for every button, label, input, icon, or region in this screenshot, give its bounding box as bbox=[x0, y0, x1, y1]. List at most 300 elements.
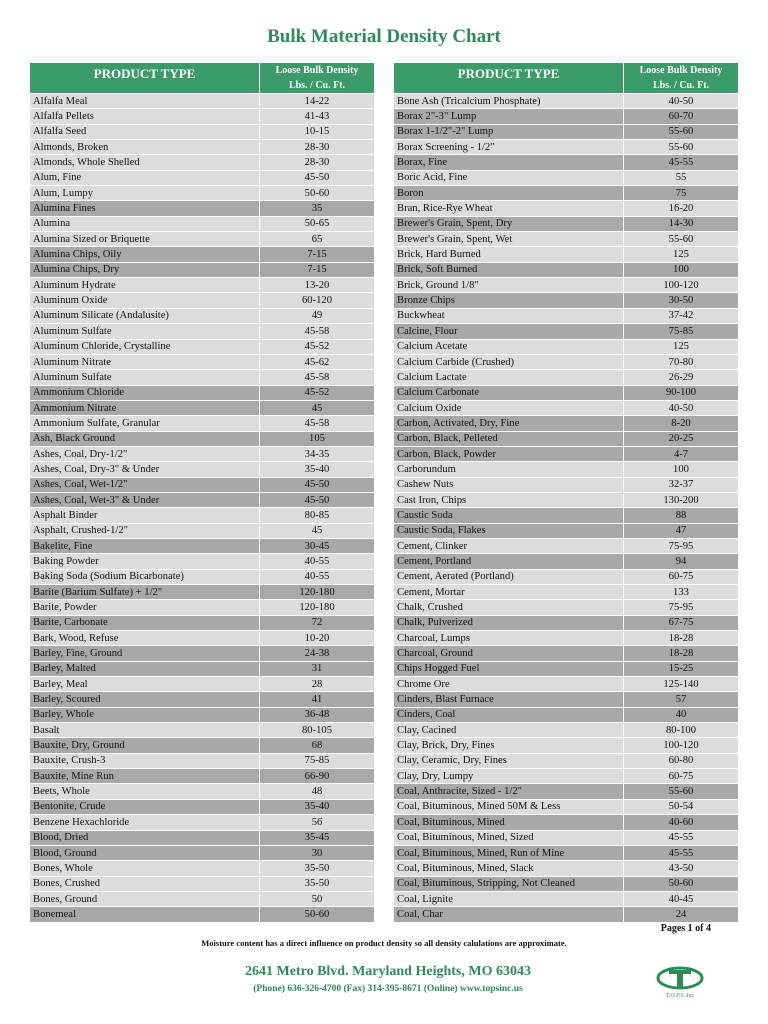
product-name-cell: Ash, Black Ground bbox=[30, 431, 260, 446]
product-name-cell: Bones, Ground bbox=[30, 891, 260, 906]
product-name-cell: Calcine, Flour bbox=[394, 324, 624, 339]
density-value-cell: 100 bbox=[624, 462, 739, 477]
product-name-cell: Calcium Oxide bbox=[394, 400, 624, 415]
table-row bbox=[394, 124, 739, 139]
table-row bbox=[30, 523, 375, 538]
density-value-cell: 45-50 bbox=[260, 492, 375, 507]
company-contact: (Phone) 636-326-4700 (Fax) 314-395-8671 (Online) www.topsinc.us bbox=[253, 984, 523, 994]
density-value-cell: 100-120 bbox=[624, 738, 739, 753]
product-name-cell: Ammonium Chloride bbox=[30, 385, 260, 400]
table-row bbox=[394, 830, 739, 845]
product-name-cell: Aluminum Chloride, Crystalline bbox=[30, 339, 260, 354]
product-name-cell: Clay, Dry, Lumpy bbox=[394, 769, 624, 784]
density-value-cell: 75 bbox=[624, 186, 739, 201]
product-name-cell: Beets, Whole bbox=[30, 784, 260, 799]
table-row bbox=[394, 585, 739, 600]
table-row bbox=[30, 861, 375, 876]
table-row bbox=[394, 400, 739, 415]
table-row bbox=[394, 262, 739, 277]
product-name-cell: Brewer's Grain, Spent, Wet bbox=[394, 232, 624, 247]
table-row bbox=[394, 661, 739, 676]
density-header-line2: Lbs. / Cu. Ft. bbox=[652, 80, 710, 91]
table-row bbox=[30, 769, 375, 784]
table-row bbox=[30, 247, 375, 262]
product-name-cell: Coal, Lignite bbox=[394, 891, 624, 906]
product-name-cell: Aluminum Silicate (Andalusite) bbox=[30, 308, 260, 323]
density-value-cell: 30-45 bbox=[260, 538, 375, 553]
table-row bbox=[30, 631, 375, 646]
product-name-cell: Chalk, Crushed bbox=[394, 600, 624, 615]
product-name-cell: Barite, Carbonate bbox=[30, 615, 260, 630]
product-name-cell: Cement, Aerated (Portland) bbox=[394, 569, 624, 584]
product-name-cell: Brick, Hard Burned bbox=[394, 247, 624, 262]
product-name-cell: Boron bbox=[394, 186, 624, 201]
density-value-cell: 75-85 bbox=[624, 324, 739, 339]
density-value-cell: 16-20 bbox=[624, 201, 739, 216]
product-name-cell: Ammonium Nitrate bbox=[30, 400, 260, 415]
density-value-cell: 80-100 bbox=[624, 723, 739, 738]
product-name-cell: Cinders, Blast Furnace bbox=[394, 692, 624, 707]
product-name-cell: Borax, Fine bbox=[394, 155, 624, 170]
product-name-cell: Calcium Acetate bbox=[394, 339, 624, 354]
table-row bbox=[30, 815, 375, 830]
product-name-cell: Cement, Portland bbox=[394, 554, 624, 569]
product-name-cell: Bark, Wood, Refuse bbox=[30, 631, 260, 646]
density-value-cell: 7-15 bbox=[260, 247, 375, 262]
table-row bbox=[394, 692, 739, 707]
density-value-cell: 90-100 bbox=[624, 385, 739, 400]
table-row bbox=[394, 600, 739, 615]
table-row bbox=[394, 186, 739, 201]
density-value-cell: 50-60 bbox=[260, 186, 375, 201]
product-name-cell: Charcoal, Lumps bbox=[394, 631, 624, 646]
product-name-cell: Chips Hogged Fuel bbox=[394, 661, 624, 676]
table-row bbox=[30, 324, 375, 339]
product-type-header: PRODUCT TYPE bbox=[30, 63, 260, 94]
table-row bbox=[394, 247, 739, 262]
table-row bbox=[394, 492, 739, 507]
density-value-cell: 47 bbox=[624, 523, 739, 538]
density-value-cell: 45-58 bbox=[260, 370, 375, 385]
table-header bbox=[30, 63, 375, 94]
product-name-cell: Carbon, Black, Pelleted bbox=[394, 431, 624, 446]
density-value-cell: 80-85 bbox=[260, 508, 375, 523]
table-row bbox=[394, 308, 739, 323]
table-row bbox=[30, 124, 375, 139]
table-row bbox=[394, 861, 739, 876]
density-value-cell: 88 bbox=[624, 508, 739, 523]
density-value-cell: 40-50 bbox=[624, 94, 739, 109]
table-row bbox=[394, 554, 739, 569]
product-name-cell: Alumina bbox=[30, 216, 260, 231]
table-row bbox=[30, 94, 375, 109]
table-row bbox=[30, 585, 375, 600]
product-name-cell: Clay, Ceramic, Dry, Fines bbox=[394, 753, 624, 768]
density-value-cell: 60-80 bbox=[624, 753, 739, 768]
density-value-cell: 45-50 bbox=[260, 170, 375, 185]
table-row bbox=[30, 753, 375, 768]
table-row bbox=[394, 462, 739, 477]
density-value-cell: 40 bbox=[624, 707, 739, 722]
table-row bbox=[394, 738, 739, 753]
product-name-cell: Aluminum Sulfate bbox=[30, 324, 260, 339]
density-value-cell: 45-52 bbox=[260, 385, 375, 400]
product-name-cell: Carborundum bbox=[394, 462, 624, 477]
table-row bbox=[394, 769, 739, 784]
density-value-cell: 10-20 bbox=[260, 631, 375, 646]
table-header bbox=[394, 63, 739, 94]
table-row bbox=[30, 232, 375, 247]
density-table-left bbox=[29, 62, 375, 923]
density-value-cell: 41-43 bbox=[260, 109, 375, 124]
product-name-cell: Alumina Sized or Briquette bbox=[30, 232, 260, 247]
density-value-cell: 55-60 bbox=[624, 124, 739, 139]
table-row bbox=[30, 723, 375, 738]
table-row bbox=[30, 661, 375, 676]
density-value-cell: 45-55 bbox=[624, 845, 739, 860]
density-value-cell: 28-30 bbox=[260, 155, 375, 170]
table-row bbox=[394, 170, 739, 185]
table-row bbox=[30, 538, 375, 553]
table-row bbox=[30, 677, 375, 692]
density-value-cell: 35-45 bbox=[260, 830, 375, 845]
table-row bbox=[394, 155, 739, 170]
table-row bbox=[30, 876, 375, 891]
product-name-cell: Cement, Mortar bbox=[394, 585, 624, 600]
density-value-cell: 125 bbox=[624, 247, 739, 262]
density-value-cell: 14-22 bbox=[260, 94, 375, 109]
product-name-cell: Asphalt, Crushed-1/2" bbox=[30, 523, 260, 538]
product-name-cell: Baking Powder bbox=[30, 554, 260, 569]
table-row bbox=[30, 293, 375, 308]
density-value-cell: 18-28 bbox=[624, 631, 739, 646]
product-name-cell: Ashes, Coal, Dry-1/2" bbox=[30, 446, 260, 461]
product-name-cell: Borax Screening - 1/2" bbox=[394, 140, 624, 155]
density-value-cell: 28 bbox=[260, 677, 375, 692]
product-name-cell: Cashew Nuts bbox=[394, 477, 624, 492]
product-name-cell: Coal, Bituminous, Mined, Run of Mine bbox=[394, 845, 624, 860]
density-value-cell: 10-15 bbox=[260, 124, 375, 139]
density-value-cell: 120-180 bbox=[260, 600, 375, 615]
density-value-cell: 45-62 bbox=[260, 354, 375, 369]
table-row bbox=[30, 446, 375, 461]
table-row bbox=[394, 753, 739, 768]
product-name-cell: Coal, Char bbox=[394, 907, 624, 922]
table-row bbox=[394, 677, 739, 692]
product-name-cell: Aluminum Nitrate bbox=[30, 354, 260, 369]
moisture-note: Moisture content has a direct influence on product density so all density calulations are approximate. bbox=[201, 938, 567, 948]
product-name-cell: Caustic Soda bbox=[394, 508, 624, 523]
density-header bbox=[260, 63, 375, 94]
product-name-cell: Barley, Meal bbox=[30, 677, 260, 692]
density-value-cell: 120-180 bbox=[260, 585, 375, 600]
table-row bbox=[394, 216, 739, 231]
product-name-cell: Bentonite, Crude bbox=[30, 799, 260, 814]
table-row bbox=[30, 646, 375, 661]
product-name-cell: Blood, Dried bbox=[30, 830, 260, 845]
table-row bbox=[394, 523, 739, 538]
table-row bbox=[30, 170, 375, 185]
density-value-cell: 45 bbox=[260, 400, 375, 415]
product-name-cell: Barite (Barium Sulfate) + 1/2" bbox=[30, 585, 260, 600]
density-value-cell: 60-75 bbox=[624, 569, 739, 584]
density-value-cell: 20-25 bbox=[624, 431, 739, 446]
table-row bbox=[30, 400, 375, 415]
density-value-cell: 48 bbox=[260, 784, 375, 799]
density-value-cell: 125-140 bbox=[624, 677, 739, 692]
density-value-cell: 37-42 bbox=[624, 308, 739, 323]
density-value-cell: 45-58 bbox=[260, 324, 375, 339]
density-value-cell: 45-55 bbox=[624, 830, 739, 845]
density-value-cell: 35-40 bbox=[260, 799, 375, 814]
density-value-cell: 8-20 bbox=[624, 416, 739, 431]
table-row bbox=[394, 293, 739, 308]
density-value-cell: 56 bbox=[260, 815, 375, 830]
product-name-cell: Bran, Rice-Rye Wheat bbox=[394, 201, 624, 216]
density-value-cell: 67-75 bbox=[624, 615, 739, 630]
density-value-cell: 75-95 bbox=[624, 600, 739, 615]
table-row bbox=[30, 554, 375, 569]
density-value-cell: 49 bbox=[260, 308, 375, 323]
density-value-cell: 45-55 bbox=[624, 155, 739, 170]
product-name-cell: Bronze Chips bbox=[394, 293, 624, 308]
density-value-cell: 57 bbox=[624, 692, 739, 707]
density-value-cell: 45-58 bbox=[260, 416, 375, 431]
density-value-cell: 34-35 bbox=[260, 446, 375, 461]
product-name-cell: Blood, Ground bbox=[30, 845, 260, 860]
table-row bbox=[30, 845, 375, 860]
table-row bbox=[394, 569, 739, 584]
product-name-cell: Chalk, Pulverized bbox=[394, 615, 624, 630]
table-row bbox=[30, 262, 375, 277]
table-row bbox=[30, 385, 375, 400]
product-name-cell: Boric Acid, Fine bbox=[394, 170, 624, 185]
table-row bbox=[394, 278, 739, 293]
product-name-cell: Cast Iron, Chips bbox=[394, 492, 624, 507]
table-row bbox=[394, 723, 739, 738]
density-header-line1: Loose Bulk Density bbox=[275, 65, 359, 76]
product-name-cell: Alumina Fines bbox=[30, 201, 260, 216]
table-row bbox=[30, 692, 375, 707]
product-name-cell: Baking Soda (Sodium Bicarbonate) bbox=[30, 569, 260, 584]
density-value-cell: 50-60 bbox=[624, 876, 739, 891]
density-value-cell: 75-85 bbox=[260, 753, 375, 768]
table-row bbox=[30, 339, 375, 354]
density-value-cell: 130-200 bbox=[624, 492, 739, 507]
table-row bbox=[30, 431, 375, 446]
density-value-cell: 75-95 bbox=[624, 538, 739, 553]
table-row bbox=[394, 232, 739, 247]
density-value-cell: 7-15 bbox=[260, 262, 375, 277]
product-name-cell: Calcium Carbide (Crushed) bbox=[394, 354, 624, 369]
density-value-cell: 40-55 bbox=[260, 569, 375, 584]
product-name-cell: Carbon, Black, Powder bbox=[394, 446, 624, 461]
density-value-cell: 40-50 bbox=[624, 400, 739, 415]
product-name-cell: Bakelite, Fine bbox=[30, 538, 260, 553]
company-address: 2641 Metro Blvd. Maryland Heights, MO 63043 bbox=[245, 964, 531, 979]
table-row bbox=[30, 462, 375, 477]
table-row bbox=[394, 891, 739, 906]
density-value-cell: 41 bbox=[260, 692, 375, 707]
density-value-cell: 26-29 bbox=[624, 370, 739, 385]
density-value-cell: 40-60 bbox=[624, 815, 739, 830]
density-value-cell: 80-105 bbox=[260, 723, 375, 738]
table-row bbox=[394, 508, 739, 523]
density-value-cell: 35-50 bbox=[260, 861, 375, 876]
density-value-cell: 65 bbox=[260, 232, 375, 247]
product-name-cell: Clay, Brick, Dry, Fines bbox=[394, 738, 624, 753]
tops-logo-icon bbox=[655, 965, 705, 999]
product-name-cell: Calcium Lactate bbox=[394, 370, 624, 385]
product-name-cell: Cinders, Coal bbox=[394, 707, 624, 722]
product-name-cell: Coal, Anthracite, Sized - 1/2" bbox=[394, 784, 624, 799]
table-row bbox=[394, 477, 739, 492]
product-name-cell: Alumina Chips, Dry bbox=[30, 262, 260, 277]
density-value-cell: 24 bbox=[624, 907, 739, 922]
density-value-cell: 18-28 bbox=[624, 646, 739, 661]
product-name-cell: Ammonium Sulfate, Granular bbox=[30, 416, 260, 431]
product-name-cell: Clay, Cacined bbox=[394, 723, 624, 738]
table-row bbox=[394, 201, 739, 216]
density-value-cell: 45-52 bbox=[260, 339, 375, 354]
product-name-cell: Barite, Powder bbox=[30, 600, 260, 615]
density-header-line2: Lbs. / Cu. Ft. bbox=[288, 80, 346, 91]
product-name-cell: Basalt bbox=[30, 723, 260, 738]
product-name-cell: Alfalfa Meal bbox=[30, 94, 260, 109]
product-name-cell: Bauxite, Mine Run bbox=[30, 769, 260, 784]
product-name-cell: Aluminum Oxide bbox=[30, 293, 260, 308]
table-row bbox=[394, 845, 739, 860]
product-name-cell: Bauxite, Crush-3 bbox=[30, 753, 260, 768]
product-name-cell: Bones, Crushed bbox=[30, 876, 260, 891]
product-name-cell: Coal, Bituminous, Mined, Slack bbox=[394, 861, 624, 876]
density-value-cell: 24-38 bbox=[260, 646, 375, 661]
density-value-cell: 60-70 bbox=[624, 109, 739, 124]
density-header bbox=[624, 63, 739, 94]
density-value-cell: 30-50 bbox=[624, 293, 739, 308]
product-name-cell: Coal, Bituminous, Mined, Sized bbox=[394, 830, 624, 845]
table-row bbox=[394, 707, 739, 722]
density-value-cell: 125 bbox=[624, 339, 739, 354]
density-value-cell: 45 bbox=[260, 523, 375, 538]
density-value-cell: 68 bbox=[260, 738, 375, 753]
product-name-cell: Brewer's Grain, Spent, Dry bbox=[394, 216, 624, 231]
table-row bbox=[30, 600, 375, 615]
density-value-cell: 105 bbox=[260, 431, 375, 446]
density-value-cell: 32-37 bbox=[624, 477, 739, 492]
table-row bbox=[30, 278, 375, 293]
density-value-cell: 55-60 bbox=[624, 784, 739, 799]
table-row bbox=[30, 738, 375, 753]
product-name-cell: Alumina Chips, Oily bbox=[30, 247, 260, 262]
density-value-cell: 133 bbox=[624, 585, 739, 600]
svg-text:T.O.P.S. Inc: T.O.P.S. Inc bbox=[665, 993, 695, 999]
density-value-cell: 60-75 bbox=[624, 769, 739, 784]
density-value-cell: 55 bbox=[624, 170, 739, 185]
table-row bbox=[30, 508, 375, 523]
table-row bbox=[394, 907, 739, 922]
density-value-cell: 35-40 bbox=[260, 462, 375, 477]
density-value-cell: 40-45 bbox=[624, 891, 739, 906]
table-row bbox=[30, 891, 375, 906]
product-name-cell: Barley, Fine, Ground bbox=[30, 646, 260, 661]
table-row bbox=[30, 308, 375, 323]
product-name-cell: Almonds, Whole Shelled bbox=[30, 155, 260, 170]
table-row bbox=[30, 707, 375, 722]
table-row bbox=[30, 216, 375, 231]
density-value-cell: 13-20 bbox=[260, 278, 375, 293]
product-name-cell: Chrome Ore bbox=[394, 677, 624, 692]
density-value-cell: 60-120 bbox=[260, 293, 375, 308]
density-value-cell: 50-65 bbox=[260, 216, 375, 231]
product-name-cell: Aluminum Sulfate bbox=[30, 370, 260, 385]
density-value-cell: 43-50 bbox=[624, 861, 739, 876]
table-row bbox=[394, 370, 739, 385]
product-name-cell: Barley, Malted bbox=[30, 661, 260, 676]
table-row bbox=[394, 446, 739, 461]
page-number: Pages 1 of 4 bbox=[660, 923, 711, 934]
table-row bbox=[30, 370, 375, 385]
product-name-cell: Buckwheat bbox=[394, 308, 624, 323]
density-header-line1: Loose Bulk Density bbox=[639, 65, 723, 76]
density-value-cell: 72 bbox=[260, 615, 375, 630]
product-name-cell: Borax 2"-3" Lump bbox=[394, 109, 624, 124]
product-name-cell: Brick, Ground 1/8" bbox=[394, 278, 624, 293]
product-type-header: PRODUCT TYPE bbox=[394, 63, 624, 94]
table-row bbox=[394, 109, 739, 124]
table-row bbox=[30, 615, 375, 630]
table-row bbox=[394, 94, 739, 109]
density-value-cell: 28-30 bbox=[260, 140, 375, 155]
product-name-cell: Ashes, Coal, Wet-1/2" bbox=[30, 477, 260, 492]
table-row bbox=[394, 799, 739, 814]
density-value-cell: 40-55 bbox=[260, 554, 375, 569]
table-row bbox=[30, 155, 375, 170]
density-value-cell: 94 bbox=[624, 554, 739, 569]
product-name-cell: Almonds, Broken bbox=[30, 140, 260, 155]
product-name-cell: Bonemeal bbox=[30, 907, 260, 922]
product-name-cell: Barley, Scoured bbox=[30, 692, 260, 707]
density-value-cell: 35-50 bbox=[260, 876, 375, 891]
product-name-cell: Coal, Bituminous, Stripping, Not Cleaned bbox=[394, 876, 624, 891]
table-row bbox=[30, 354, 375, 369]
table-row bbox=[394, 784, 739, 799]
table-row bbox=[30, 140, 375, 155]
density-value-cell: 100-120 bbox=[624, 278, 739, 293]
table-row bbox=[394, 339, 739, 354]
density-value-cell: 55-60 bbox=[624, 140, 739, 155]
density-value-cell: 50-60 bbox=[260, 907, 375, 922]
density-value-cell: 50-54 bbox=[624, 799, 739, 814]
density-value-cell: 45-50 bbox=[260, 477, 375, 492]
density-value-cell: 14-30 bbox=[624, 216, 739, 231]
density-value-cell: 35 bbox=[260, 201, 375, 216]
product-name-cell: Caustic Soda, Flakes bbox=[394, 523, 624, 538]
table-row bbox=[30, 416, 375, 431]
product-name-cell: Alfalfa Pellets bbox=[30, 109, 260, 124]
density-value-cell: 15-25 bbox=[624, 661, 739, 676]
table-row bbox=[394, 615, 739, 630]
table-row bbox=[30, 477, 375, 492]
product-name-cell: Bauxite, Dry, Ground bbox=[30, 738, 260, 753]
density-table-right bbox=[393, 62, 739, 923]
table-row bbox=[394, 538, 739, 553]
product-name-cell: Ashes, Coal, Dry-3" & Under bbox=[30, 462, 260, 477]
table-row bbox=[30, 799, 375, 814]
product-name-cell: Bones, Whole bbox=[30, 861, 260, 876]
table-row bbox=[394, 354, 739, 369]
density-value-cell: 4-7 bbox=[624, 446, 739, 461]
